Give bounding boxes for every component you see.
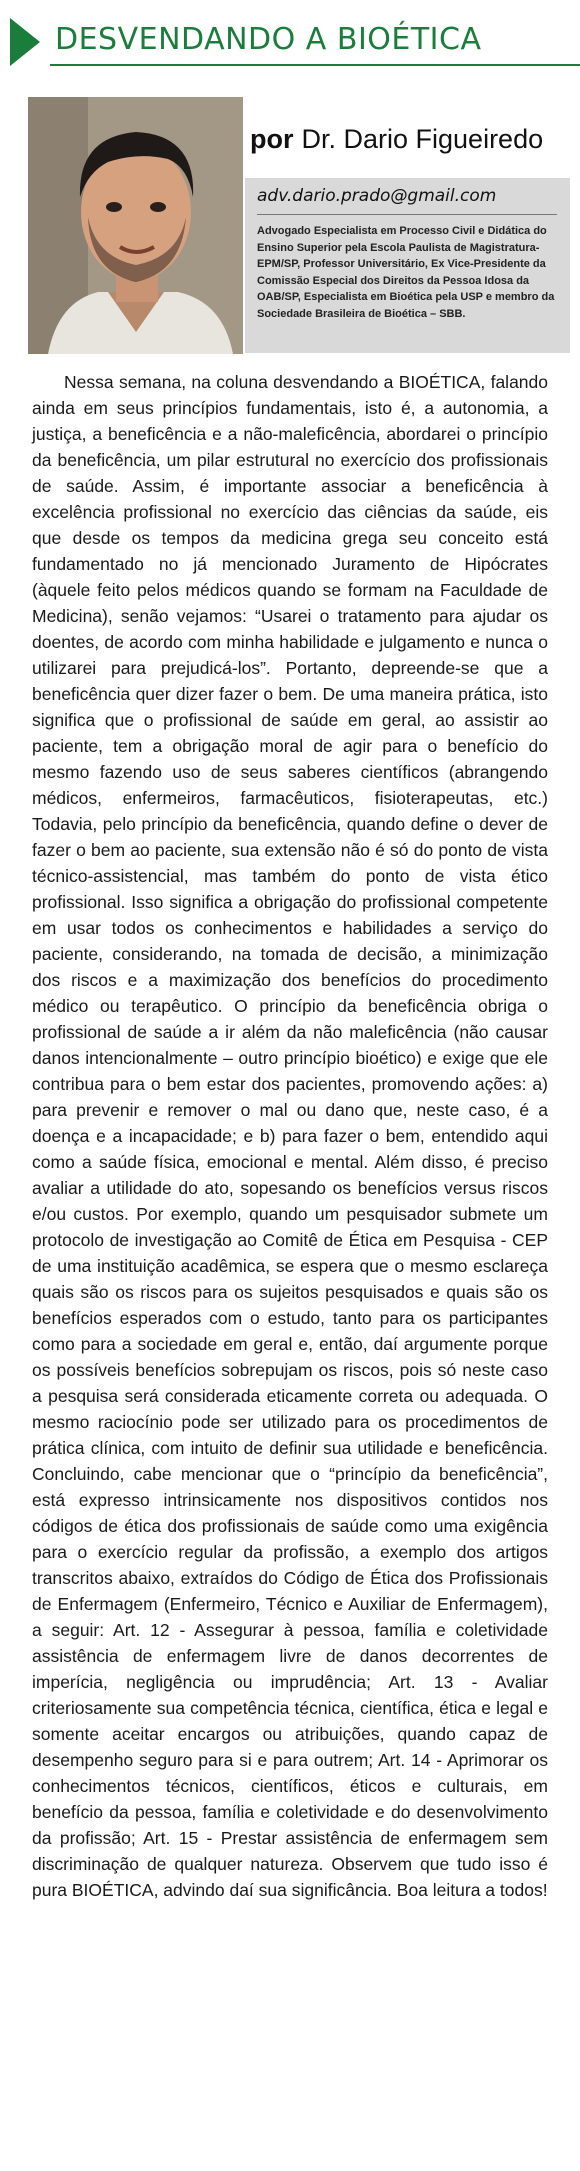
author-email: adv.dario.prado@gmail.com [257,186,497,206]
column-title: DESVENDANDO A BIOÉTICA [55,22,482,57]
author-photo [28,97,243,354]
column-header [0,0,580,62]
author-name: Dr. Dario Figueiredo [301,124,544,154]
author-bio-box [245,178,570,353]
byline-prefix: por [250,124,294,154]
bio-divider [257,214,557,215]
arrow-marker-icon [10,18,40,66]
header-divider [50,64,580,66]
author-byline [250,124,543,155]
article-body: Nessa semana, na coluna desvendando a BIOÉTICA, falando ainda em seus princípios fundamentais, isto é, a autonomia, a justiça, a beneficência e a não-maleficência, abordarei o princípio da beneficência, um pilar estrutural no exercício dos profissionais de saúde. Assim, é importante associar a beneficência à excelência profissional no exercício das ciências da saúde, eis que desde os tempos da medicina grega seu conceito está fundamentado no já mencionado Juramento de Hipócrates (àquele feito pelos médicos quando se formam na Faculdade de Medicina), senão vejamos: “Usarei o tratamento para ajudar os doentes, de acordo com minha habilidade e julgamento e nunca o utilizarei para prejudicá-los”. Portanto, depreende-se que a beneficência quer dizer fazer o bem. De uma maneira prática, isto significa que o profissional de saúde em geral, ao assistir ao paciente, tem a obrigação moral de agir para o benefício do mesmo fazendo uso de seus saberes científicos (abrangendo médicos, enfermeiros, farmacêuticos, fisioterapeutas, etc.) Todavia, pelo princípio da beneficência, quando define o dever de fazer o bem ao paciente, sua extensão não é só do ponto de vista técnico-assistencial, mas também do ponto de vista ético profissional. Isso significa a obrigação do profissional competente em usar todos os conhecimentos e habilidades a serviço do paciente, considerando, na tomada de decisão, a minimização dos riscos e a maximização dos benefícios do procedimento médico ou terapêutico. O princípio da beneficência obriga o profissional de saúde a ir além da não maleficência (não causar danos intencionalmente – outro princípio bioético) e exige que ele contribua para o bem estar dos pacientes, promovendo ações: a) para prevenir e remover o mal ou dano que, neste caso, é a doença e a incapacidade; e b) para fazer o bem, entendido aqui como a saúde física, emocional e mental. Além disso, é preciso avaliar a utilidade do ato, sopesando os benefícios versus riscos e/ou custos. Por exemplo, quando um pesquisador submete um protocolo de investigação ao Comitê de Ética em Pesquisa - CEP de uma instituição acadêmica, se espera que o mesmo esclareça quais são os riscos para os sujeitos pesquisados e quais são os benefícios esperados com o estudo, tanto para os participantes como para a sociedade em geral e, então, daí argumente porque os possíveis benefícios sobrepujam os riscos, pois só neste caso a pesquisa será considerada eticamente correta ou adequada. O mesmo raciocínio pode ser utilizado para os procedimentos de prática clínica, com intuito de definir sua utilidade e beneficência. Concluindo, cabe mencionar que o “princípio da beneficência”, está expresso intrinsicamente nos dispositivos contidos nos códigos de ética dos profissionais de saúde como uma exigência para o exercício regular da profissão, a exemplo dos artigos transcritos abaixo, extraídos do Código de Ética dos Profissionais de Enfermagem (Enfermeiro, Técnico e Auxiliar de Enfermagem), a seguir: Art. 12 - Assegurar à pessoa, família e coletividade assistência de enfermagem livre de danos decorrentes de imperícia, negligência ou imprudência; Art. 13 - Avaliar criteriosamente sua competência técnica, científica, ética e legal e somente aceitar encargos ou atribuições, quando capaz de desempenho seguro para si e para outrem; Art. 14 - Aprimorar os conhecimentos técnicos, científicos, éticos e culturais, em benefício da pessoa, família e coletividade e do desenvolvimento da profissão; Art. 15 - Prestar assistência de enfermagem sem discriminação de qualquer natureza. Observem que tudo isso é pura BIOÉTICA, advindo daí sua significância. Boa leitura a todos! [32,372,548,1900]
author-bio: Advogado Especialista em Processo Civil e Didática do Ensino Superior pela Escola Paulista de Magistratura-EPM/SP, Professor Universitário, Ex Vice-Presidente da Comissão Especial dos Direitos da Pessoa Idosa da OAB/SP, Especialista em Bioética pela USP e membro da Sociedade Brasileira de Bioética – SBB. [257,225,555,320]
